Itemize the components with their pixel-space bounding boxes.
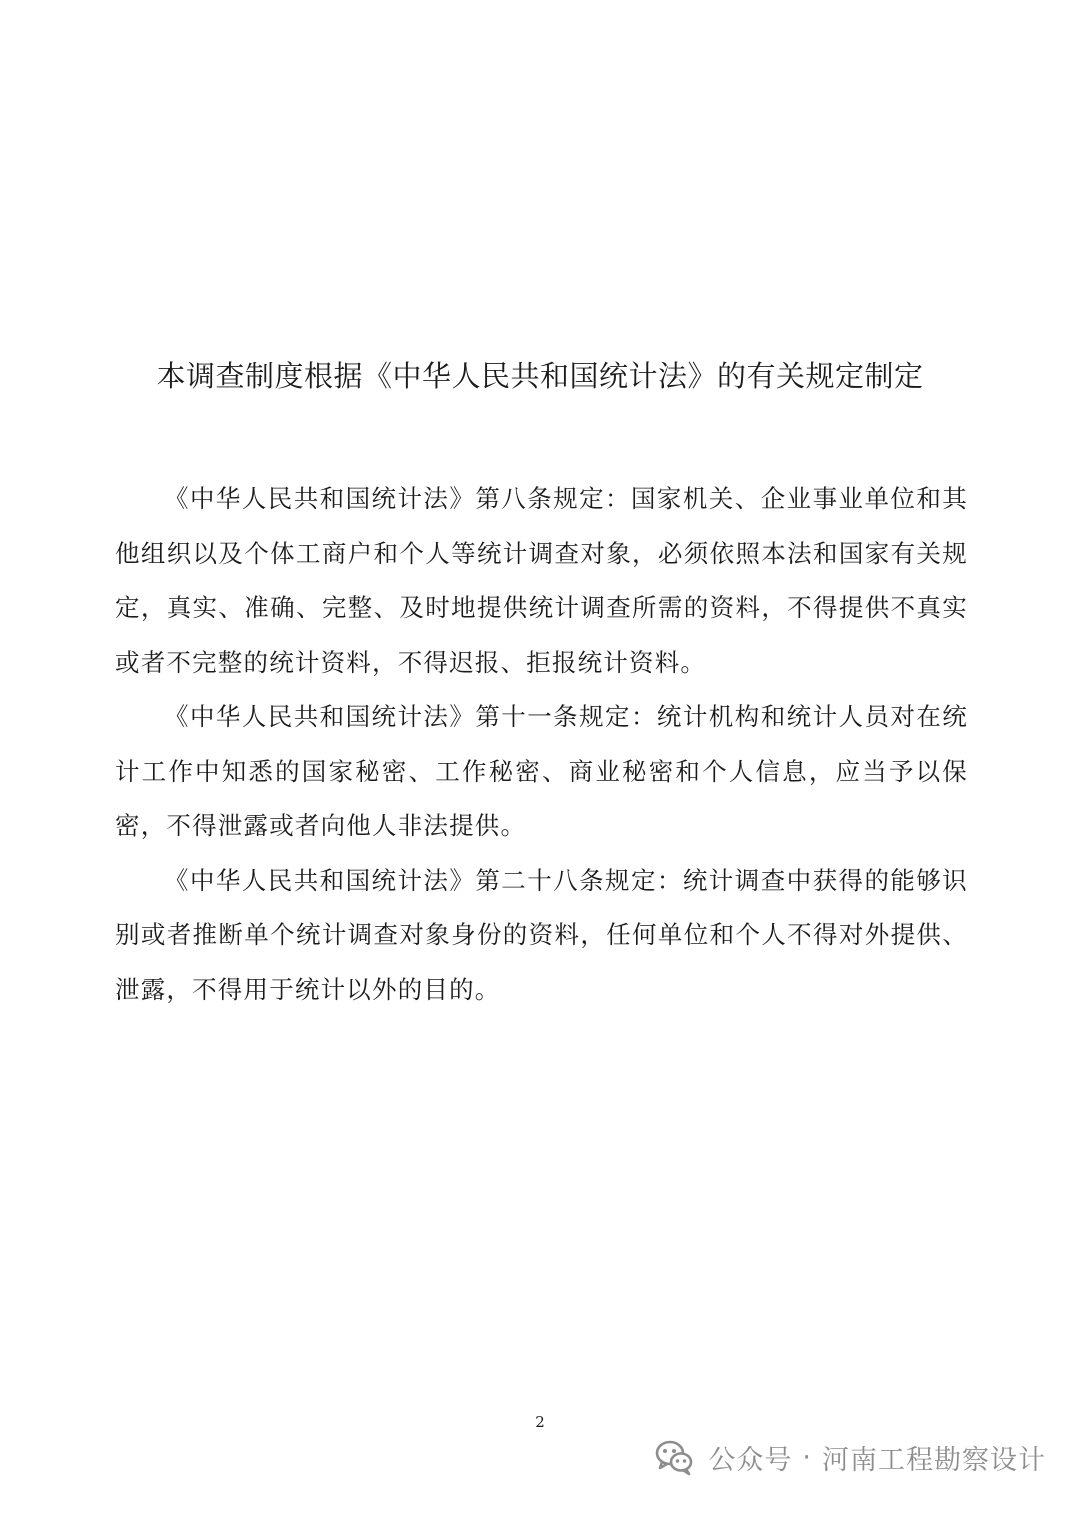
wechat-icon	[652, 1435, 696, 1479]
document-body	[115, 472, 968, 1017]
paragraph-article-28: 《中华人民共和国统计法》第二十八条规定：统计调查中获得的能够识别或者推断单个统计调查对象身份的资料，任何单位和个人不得对外提供、泄露，不得用于统计以外的目的。	[115, 865, 968, 1004]
watermark-label: 公众号	[708, 1444, 793, 1476]
document-title: 本调查制度根据《中华人民共和国统计法》的有关规定制定	[156, 359, 924, 393]
page-number: 2	[535, 1413, 545, 1431]
watermark-account-name: 河南工程勘察设计	[822, 1444, 1046, 1476]
watermark-separator: ·	[802, 1441, 812, 1473]
paragraph-article-11: 《中华人民共和国统计法》第十一条规定：统计机构和统计人员对在统计工作中知悉的国家秘密、工作秘密、商业秘密和个人信息，应当予以保密，不得泄露或者向他人非法提供。	[115, 702, 968, 840]
paragraph-article-8: 《中华人民共和国统计法》第八条规定：国家机关、企业事业单位和其他组织以及个体工商户和个人等统计调查对象，必须依照本法和国家有关规定，真实、准确、完整、及时地提供统计调查所需的资料，不得提供不真实或者不完整的统计资料，不得迟报、拒报统计资料。	[115, 484, 968, 677]
wechat-watermark	[652, 1435, 1046, 1479]
